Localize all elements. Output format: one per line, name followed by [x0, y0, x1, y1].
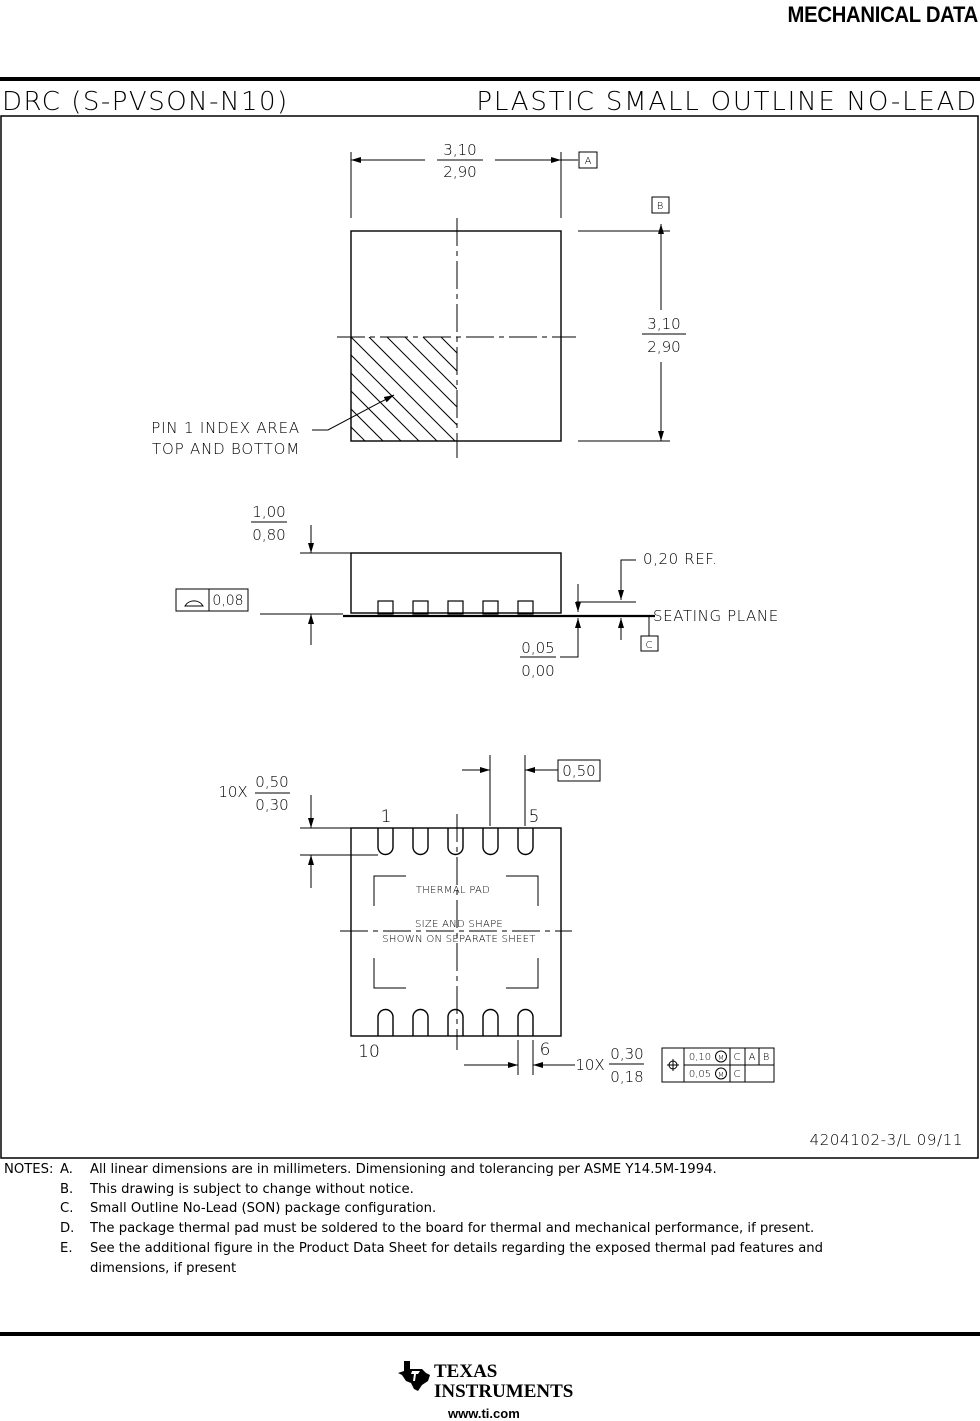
- thermal-pad-line3: SHOWN ON SEPARATE SHEET: [382, 934, 536, 945]
- pin-label-10: 10: [358, 1042, 380, 1062]
- side-lead-3: [448, 601, 463, 614]
- drawing-number: 4204102-3/L 09/11: [809, 1131, 963, 1149]
- note-text: The package thermal pad must be soldered to the board for thermal and mechanical performance, if present.: [90, 1221, 815, 1237]
- notes-label: NOTES:: [4, 1162, 54, 1177]
- ti-url-link[interactable]: www.ti.com: [448, 1406, 520, 1421]
- note-letter: D.: [60, 1221, 75, 1237]
- bottom-view: [255, 755, 774, 1082]
- bottom-view-body: [351, 828, 561, 1036]
- note-letter: C.: [60, 1201, 74, 1217]
- width-max: 3,10: [443, 141, 477, 159]
- flatness-value: 0,08: [212, 593, 244, 609]
- pkg-height-max: 1,00: [252, 503, 286, 521]
- package-code: DRC (S-PVSON-N10): [2, 87, 289, 117]
- tol-row1-datum-b: B: [762, 1052, 770, 1063]
- package-type: PLASTIC SMALL OUTLINE NO-LEAD: [476, 87, 978, 117]
- tol-row1-mmc: M: [717, 1054, 725, 1062]
- side-lead-2: [413, 601, 428, 614]
- pad-corner-br: [506, 958, 538, 988]
- standoff-arrow-up: [560, 618, 578, 657]
- ref-value: 0,20 REF.: [643, 550, 718, 568]
- note-item: [60, 1239, 900, 1278]
- pad-corner-bl: [374, 958, 406, 988]
- pkg-height-min: 0,80: [252, 526, 286, 544]
- bottom-lead-8: [448, 1010, 463, 1036]
- pad-corner-tr: [506, 876, 538, 906]
- pin-label-5: 5: [528, 807, 540, 827]
- lead-length-min: 0,30: [255, 796, 289, 814]
- note-text: Small Outline No-Lead (SON) package configuration.: [90, 1201, 437, 1217]
- note-letter: E.: [60, 1240, 73, 1256]
- bottom-lead-7: [483, 1010, 498, 1036]
- pad-corner-tl: [374, 876, 406, 906]
- drawing-frame: [1, 116, 978, 1158]
- tol-row2-mmc: M: [717, 1071, 725, 1079]
- top-view: [312, 152, 686, 458]
- tol-row1-datum-a: A: [748, 1052, 756, 1063]
- lead-length-max: 0,50: [255, 773, 289, 791]
- tol-row1-datum-c: C: [733, 1052, 741, 1063]
- bottom-lead-3: [448, 828, 463, 855]
- note-item: [60, 1180, 950, 1200]
- bottom-lead-2: [413, 828, 428, 855]
- tol-row1-value: 0,10: [688, 1052, 712, 1063]
- bottom-lead-4: [483, 828, 498, 855]
- bottom-rule: [0, 1332, 980, 1336]
- bottom-lead-9: [413, 1010, 428, 1036]
- side-view: [176, 522, 658, 657]
- ti-logo[interactable]: [396, 1357, 586, 1419]
- note-text: All linear dimensions are in millimeters. Dimensioning and tolerancing per ASME Y14.5M-1994.: [90, 1162, 717, 1177]
- texas-state-icon: [396, 1359, 432, 1393]
- side-view-body: [351, 553, 561, 613]
- pin-label-6: 6: [539, 1040, 551, 1060]
- side-lead-4: [483, 601, 498, 614]
- bottom-lead-5: [518, 828, 533, 855]
- height-max: 3,10: [647, 315, 681, 333]
- tol-row2-value: 0,05: [688, 1069, 712, 1080]
- tol-row2-datum-c: C: [733, 1069, 741, 1080]
- lead-count-prefix: 10X: [218, 783, 248, 801]
- page-header: MECHANICAL DATA: [787, 2, 978, 27]
- datum-a-label: A: [584, 156, 592, 167]
- flatness-icon: [185, 601, 203, 606]
- note-letter: A.: [60, 1162, 73, 1177]
- lead-width-min: 0,18: [610, 1068, 644, 1086]
- pin1-leader: [312, 395, 394, 430]
- pin1-hatch: [351, 337, 545, 441]
- ref-leader: [621, 560, 636, 600]
- standoff-max: 0,05: [521, 639, 555, 657]
- thermal-pad-line1: THERMAL PAD: [415, 885, 491, 896]
- ti-name-line2: INSTRUMENTS: [434, 1381, 574, 1402]
- bottom-lead-1: [378, 828, 393, 855]
- standoff-min: 0,00: [521, 662, 555, 680]
- datum-b-label: B: [656, 201, 664, 212]
- bottom-lead-6: [518, 1010, 533, 1036]
- note-letter: B.: [60, 1181, 74, 1197]
- side-lead-1: [378, 601, 393, 614]
- datum-c-label: C: [645, 640, 653, 651]
- height-min: 2,90: [647, 338, 681, 356]
- pin-label-1: 1: [380, 807, 392, 827]
- note-item: [60, 1160, 950, 1180]
- width-min: 2,90: [443, 163, 477, 181]
- lead-width-prefix: 10X: [575, 1056, 605, 1074]
- position-icon: [667, 1059, 679, 1071]
- note-text: See the additional figure in the Product Data Sheet for details regarding the exposed thermal pad features and dimensions, if present: [90, 1240, 824, 1276]
- seating-plane-label: SEATING PLANE: [653, 607, 779, 625]
- side-lead-5: [518, 601, 533, 614]
- lead-width-max: 0,30: [610, 1045, 644, 1063]
- bottom-lead-10: [378, 1010, 393, 1036]
- note-item: [60, 1199, 950, 1219]
- pin1-label-line2: TOP AND BOTTOM: [152, 440, 300, 458]
- thermal-pad-line2: SIZE AND SHAPE: [414, 919, 504, 930]
- pitch-value: 0,50: [562, 762, 596, 780]
- notes-list: [60, 1160, 950, 1278]
- top-view-body: [351, 231, 561, 441]
- note-text: This drawing is subject to change without notice.: [90, 1181, 414, 1197]
- note-item: [60, 1219, 950, 1239]
- pin1-label-line1: PIN 1 INDEX AREA: [151, 419, 300, 437]
- ti-name-line1: TEXAS: [434, 1361, 498, 1382]
